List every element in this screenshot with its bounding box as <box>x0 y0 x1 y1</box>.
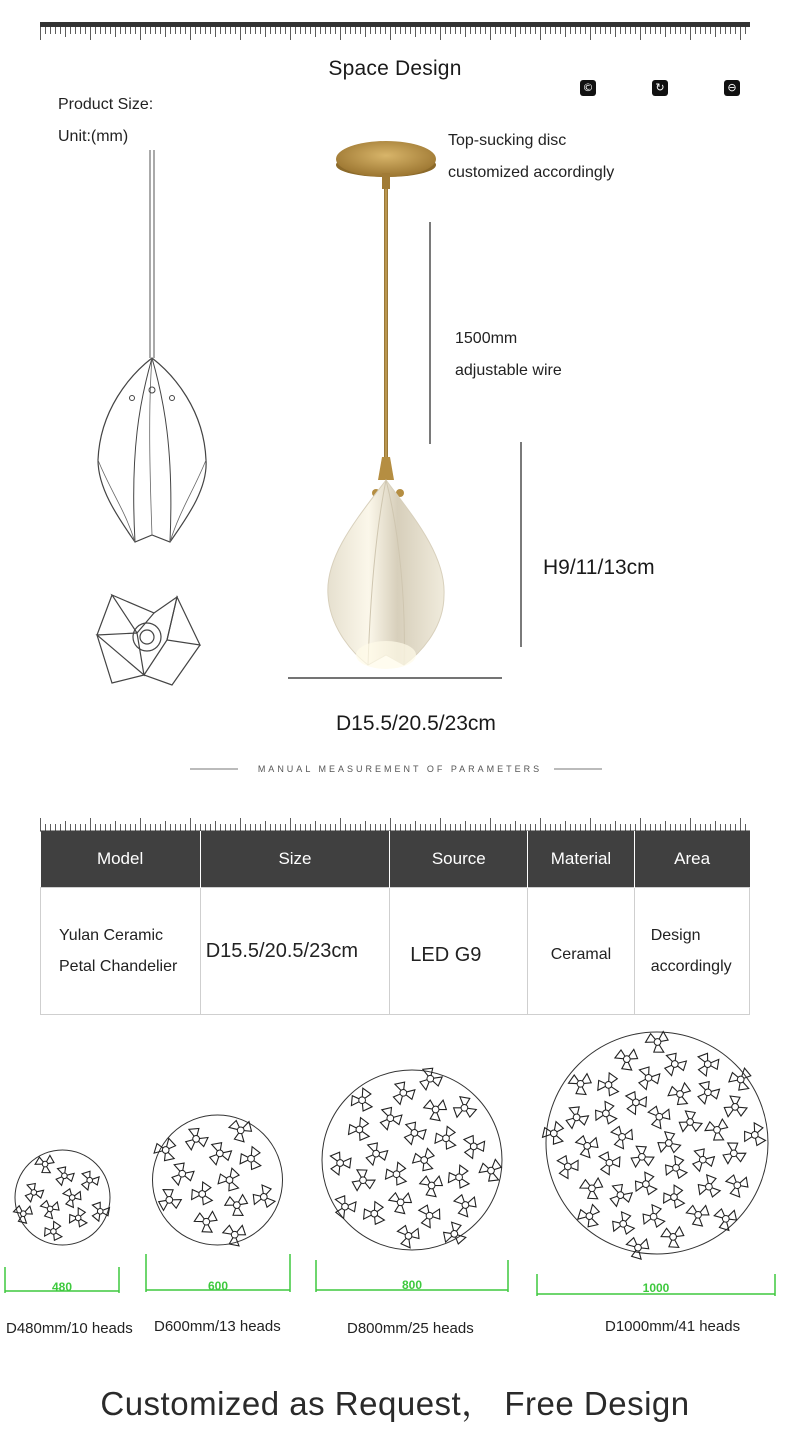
petal-head-icon <box>92 1202 109 1221</box>
petal-head-icon <box>454 1097 477 1118</box>
table-header-row <box>41 831 750 888</box>
petal-head-icon <box>626 1092 647 1115</box>
petal-head-icon <box>349 1118 370 1141</box>
divider-line-right <box>554 768 602 771</box>
petal-head-icon <box>225 1195 248 1216</box>
header-source: Source <box>390 831 528 888</box>
page-title: Space Design <box>328 57 462 80</box>
header-material: Material <box>528 831 634 888</box>
petal-head-icon <box>648 1106 670 1128</box>
petal-head-icon <box>352 1170 375 1191</box>
petal-head-icon <box>413 1148 435 1170</box>
petal-head-icon <box>724 1096 747 1117</box>
petal-head-icon <box>335 1196 356 1219</box>
petal-head-icon <box>580 1178 603 1199</box>
petal-head-icon <box>420 1068 442 1090</box>
cell-model <box>41 888 201 1015</box>
petal-head-icon <box>714 1209 736 1231</box>
petal-head-icon <box>479 1159 501 1181</box>
cell-source: LED G9 <box>390 888 528 1015</box>
petal-head-icon <box>419 1205 440 1228</box>
petal-head-icon <box>364 1202 385 1225</box>
petal-head-icon <box>566 1107 588 1129</box>
petal-head-icon <box>192 1182 213 1205</box>
petal-head-icon <box>14 1206 33 1224</box>
wire-note-line1: 1500mm <box>455 330 518 347</box>
wire-dimension-line <box>428 222 432 444</box>
petal-head-icon <box>41 1201 60 1219</box>
petal-head-icon <box>464 1136 485 1159</box>
petal-head-icon <box>668 1083 690 1105</box>
petal-head-icon <box>613 1212 635 1234</box>
petal-head-icon <box>599 1152 620 1175</box>
petal-head-icon <box>351 1088 372 1111</box>
petal-head-icon <box>615 1049 638 1070</box>
area-line1: Design <box>650 927 701 944</box>
chandelier-800 <box>312 1060 512 1260</box>
petal-head-icon <box>444 1222 466 1244</box>
model-line1: Yulan Ceramic <box>59 927 164 944</box>
petal-head-icon <box>664 1185 685 1208</box>
caption-800: D800mm/25 heads <box>347 1320 474 1337</box>
petal-head-icon <box>454 1195 476 1217</box>
petal-head-icon <box>631 1146 654 1167</box>
diameter-label: D15.5/20.5/23cm <box>336 712 496 735</box>
petal-head-icon <box>686 1205 709 1226</box>
petal-head-icon <box>186 1129 208 1150</box>
petal-head-icon <box>596 1101 617 1124</box>
petal-head-icon <box>698 1053 719 1076</box>
petal-head-icon <box>679 1111 702 1132</box>
petal-head-icon <box>389 1193 412 1214</box>
chandelier-ring <box>322 1070 502 1250</box>
disc-note-line1: Top-sucking disc <box>448 132 567 149</box>
unit-label: Unit:(mm) <box>58 128 129 145</box>
petal-head-icon <box>194 1211 217 1232</box>
petal-head-icon <box>253 1185 275 1207</box>
petal-head-icon <box>25 1184 43 1202</box>
petal-head-icon <box>218 1168 239 1191</box>
petal-head-icon <box>405 1122 427 1144</box>
petal-head-icon <box>646 1032 669 1053</box>
caption-480: D480mm/10 heads <box>6 1320 133 1337</box>
petal-head-icon <box>366 1143 388 1165</box>
petal-head-icon <box>56 1167 74 1186</box>
petal-head-icon <box>63 1189 81 1208</box>
dim-label-800: 800 <box>401 1278 423 1292</box>
petal-head-icon <box>172 1163 194 1185</box>
petal-head-icon <box>745 1123 766 1146</box>
petal-head-icon <box>159 1190 182 1211</box>
petal-head-icon <box>658 1132 681 1153</box>
petal-head-icon <box>610 1185 632 1207</box>
chandelier-600 <box>140 1105 295 1255</box>
footer-slogan: Customized as Request， Free Design <box>100 1385 690 1422</box>
divider-line-left <box>190 768 238 771</box>
side-view-drawing <box>90 150 220 550</box>
dim-label-480: 480 <box>51 1280 73 1294</box>
petal-head-icon <box>598 1073 619 1096</box>
chandelier-1000 <box>532 1022 782 1264</box>
petal-head-icon <box>569 1074 592 1095</box>
petal-head-icon <box>639 1067 660 1090</box>
petal-head-icon <box>557 1156 578 1179</box>
petal-head-icon <box>698 1175 720 1197</box>
petal-head-icon <box>723 1143 746 1164</box>
caption-1000: D1000mm/41 heads <box>605 1318 741 1335</box>
height-label: H9/11/13cm <box>543 556 655 579</box>
petal-head-icon <box>698 1082 720 1104</box>
disc-note-line2: customized accordingly <box>448 164 615 181</box>
chandelier-ring <box>153 1115 283 1245</box>
petal-head-icon <box>666 1156 687 1178</box>
diameter-dimension-line <box>288 676 502 680</box>
petal-head-icon <box>380 1108 402 1130</box>
top-ruler <box>40 22 750 42</box>
petal-head-icon <box>424 1100 447 1121</box>
petal-head-icon <box>626 1238 648 1260</box>
wire-note-line2: adjustable wire <box>455 362 562 379</box>
petal-head-icon <box>386 1162 407 1185</box>
petal-head-icon <box>435 1126 456 1149</box>
cell-material: Ceramal <box>528 888 634 1015</box>
cell-size: D15.5/20.5/23cm <box>200 888 390 1015</box>
dim-label-600: 600 <box>207 1279 229 1293</box>
copyright-icon: © <box>580 80 596 96</box>
caption-600: D600mm/13 heads <box>154 1318 281 1335</box>
petal-head-icon <box>35 1155 54 1172</box>
petal-head-icon <box>210 1143 232 1165</box>
chandelier-480 <box>5 1135 120 1260</box>
petal-head-icon <box>661 1227 684 1248</box>
cell-area <box>634 888 749 1015</box>
model-line2: Petal Chandelier <box>59 958 178 975</box>
table-row <box>41 888 750 1015</box>
petal-head-icon <box>643 1205 665 1227</box>
petal-head-icon <box>665 1053 687 1075</box>
petal-head-icon <box>448 1165 469 1188</box>
area-line2: accordingly <box>650 958 732 975</box>
petal-head-icon <box>397 1226 419 1248</box>
petal-head-icon <box>229 1121 252 1142</box>
spec-table <box>40 831 750 1015</box>
refresh-icon: ↻ <box>652 80 668 96</box>
petal-head-icon <box>693 1149 715 1171</box>
chandelier-ring <box>15 1150 110 1245</box>
petal-head-icon <box>576 1136 598 1158</box>
petal-head-icon <box>611 1126 632 1148</box>
petal-head-icon <box>705 1119 728 1140</box>
petal-head-icon <box>240 1147 261 1170</box>
height-dimension-line <box>519 442 523 647</box>
petal-head-icon <box>70 1208 87 1227</box>
petal-head-icon <box>636 1172 657 1194</box>
top-view-drawing <box>92 585 202 690</box>
petal-head-icon <box>420 1176 443 1197</box>
product-size-label: Product Size: <box>58 96 154 113</box>
divider-text: MANUAL MEASUREMENT OF PARAMETERS <box>257 764 543 774</box>
petal-head-icon <box>82 1171 99 1190</box>
dim-label-1000: 1000 <box>642 1281 670 1295</box>
minus-circle-icon: ⊖ <box>724 80 740 96</box>
petal-head-icon <box>330 1152 351 1175</box>
petal-head-icon <box>45 1221 62 1240</box>
petal-head-icon <box>726 1175 748 1197</box>
petal-head-icon <box>393 1082 415 1104</box>
header-model: Model <box>41 831 201 888</box>
header-area: Area <box>634 831 749 888</box>
header-size: Size <box>200 831 390 888</box>
